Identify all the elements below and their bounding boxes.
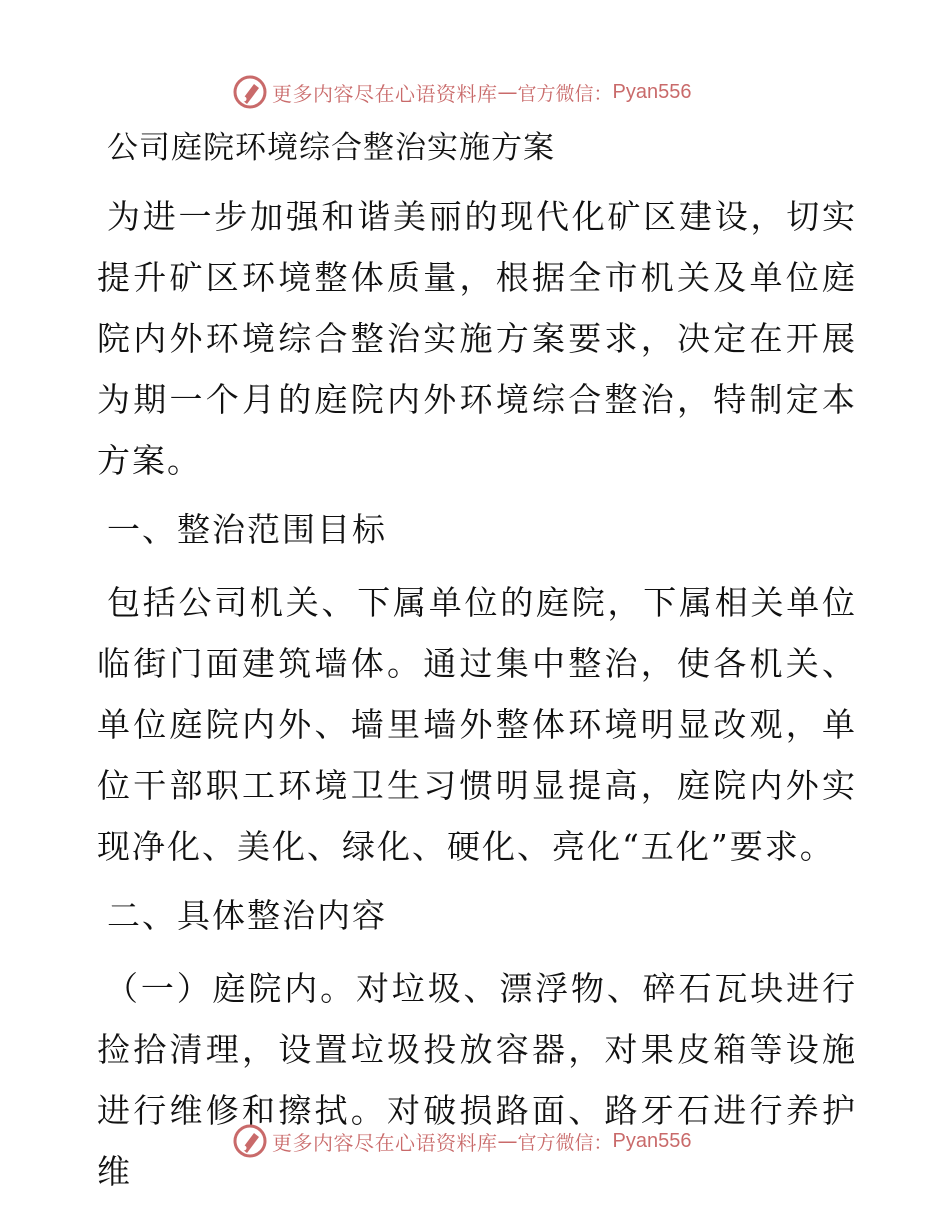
watermark-text: 更多内容尽在心语资料库 (272, 81, 498, 106)
section2-item1-paragraph: （一）庭院内。对垃圾、漂浮物、碎石瓦块进行捡拾清理，设置垃圾投放容器，对果皮箱等设施进行维修和擦拭。对破损路面、路牙石进行养护维 (97, 969, 857, 1191)
watermark-wechat-id: Pyan556 (612, 1129, 692, 1152)
document-body (97, 122, 857, 1210)
pen-nib-logo-icon (232, 1123, 268, 1159)
intro-paragraph: 为进一步加强和谐美丽的现代化矿区建设，切实提升矿区环境整体质量，根据全市机关及单位庭院内外环境综合整治实施方案要求，决定在开展为期一个月的庭院内外环境综合整治，特制定本方案。 (97, 197, 857, 480)
pen-nib-logo-icon (232, 74, 268, 110)
document-title: 公司庭院环境综合整治实施方案 (107, 130, 555, 166)
watermark-label: 官方微信： (517, 1131, 613, 1154)
section1-paragraph: 包括公司机关、下属单位的庭院，下属相关单位临街门面建筑墙体。通过集中整治，使各机关、单位庭院内外、墙里墙外整体环境明显改观，单位干部职工环境卫生习惯明显提高，庭院内外实现净化、美化、绿化、硬化、亮化“五化”要求。 (97, 583, 857, 866)
section1-heading: 一、整治范围目标 (107, 510, 387, 549)
watermark-banner-top (232, 72, 691, 112)
watermark-text: 更多内容尽在心语资料库 (272, 1130, 498, 1155)
watermark-wechat-id: Pyan556 (612, 80, 692, 103)
watermark-label: 官方微信： (517, 82, 613, 105)
watermark-separator: — (497, 1129, 518, 1153)
watermark-banner-bottom (232, 1121, 691, 1161)
watermark-separator: — (497, 80, 518, 104)
section2-heading: 二、具体整治内容 (107, 896, 387, 935)
